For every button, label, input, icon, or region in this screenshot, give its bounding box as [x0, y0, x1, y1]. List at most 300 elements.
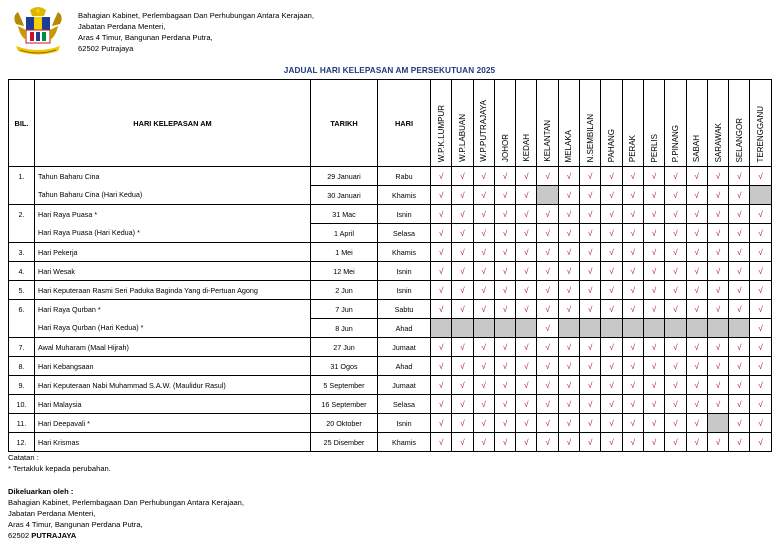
check-mark: √: [473, 205, 494, 224]
check-mark: √: [643, 433, 664, 452]
holiday-day: Ahad: [378, 357, 431, 376]
check-mark: √: [707, 395, 728, 414]
row-number: 8.: [9, 357, 35, 376]
column-header-state: [665, 80, 686, 167]
check-mark: √: [494, 224, 515, 243]
check-mark: √: [729, 414, 750, 433]
check-mark: √: [431, 300, 452, 319]
check-mark: √: [494, 300, 515, 319]
holiday-name: Tahun Baharu Cina: [35, 167, 311, 186]
state-name: P.PINANG: [670, 124, 680, 162]
column-header-state: [622, 80, 643, 167]
check-mark: √: [665, 338, 686, 357]
not-applicable-cell: [707, 414, 728, 433]
check-mark: √: [580, 376, 601, 395]
check-mark: √: [750, 414, 771, 433]
state-name: SARAWAK: [713, 122, 723, 162]
issued-by-line: Bahagian Kabinet, Perlembagaan Dan Perhubungan Antara Kerajaan,: [8, 498, 245, 507]
holiday-date: 7 Jun: [311, 300, 378, 319]
check-mark: √: [729, 224, 750, 243]
check-mark: √: [431, 224, 452, 243]
check-mark: √: [473, 357, 494, 376]
row-number: 11.: [9, 414, 35, 433]
check-mark: √: [665, 300, 686, 319]
row-number: 10.: [9, 395, 35, 414]
check-mark: √: [665, 262, 686, 281]
column-header-day: HARI: [378, 80, 431, 167]
not-applicable-cell: [558, 319, 579, 338]
check-mark: √: [431, 262, 452, 281]
not-applicable-cell: [750, 186, 771, 205]
row-number: [9, 186, 35, 205]
holiday-date: 30 Januari: [311, 186, 378, 205]
notes-section: [8, 452, 111, 474]
check-mark: √: [686, 376, 707, 395]
state-name: W.P.PUTRAJAYA: [479, 100, 489, 162]
check-mark: √: [643, 376, 664, 395]
table-row: [9, 167, 772, 186]
not-applicable-cell: [580, 319, 601, 338]
check-mark: √: [452, 186, 473, 205]
check-mark: √: [643, 262, 664, 281]
check-mark: √: [686, 300, 707, 319]
check-mark: √: [665, 395, 686, 414]
document-title: JADUAL HARI KELEPASAN AM PERSEKUTUAN 2025: [283, 66, 496, 75]
check-mark: √: [729, 376, 750, 395]
check-mark: √: [622, 433, 643, 452]
check-mark: √: [473, 338, 494, 357]
check-mark: √: [686, 167, 707, 186]
check-mark: √: [537, 167, 558, 186]
state-name: W.P.K.LUMPUR: [436, 104, 446, 162]
check-mark: √: [452, 262, 473, 281]
check-mark: √: [601, 167, 622, 186]
table-header-row: [9, 80, 772, 167]
check-mark: √: [686, 243, 707, 262]
state-name: N.SEMBILAN: [585, 113, 595, 162]
not-applicable-cell: [601, 319, 622, 338]
check-mark: √: [494, 243, 515, 262]
holiday-day: Khamis: [378, 433, 431, 452]
issued-by-line: Jabatan Perdana Menteri,: [8, 509, 96, 518]
check-mark: √: [750, 167, 771, 186]
issued-by-city-line: [8, 530, 244, 541]
check-mark: √: [580, 281, 601, 300]
check-mark: √: [707, 262, 728, 281]
check-mark: √: [452, 281, 473, 300]
check-mark: √: [707, 186, 728, 205]
table-row: [9, 319, 772, 338]
check-mark: √: [729, 205, 750, 224]
holiday-name: Hari Krismas: [35, 433, 311, 452]
check-mark: √: [537, 395, 558, 414]
check-mark: √: [665, 186, 686, 205]
check-mark: √: [473, 262, 494, 281]
check-mark: √: [431, 243, 452, 262]
not-applicable-cell: [686, 319, 707, 338]
holiday-name: Hari Keputeraan Nabi Muhammad S.A.W. (Maulidur Rasul): [35, 376, 311, 395]
check-mark: √: [750, 395, 771, 414]
holiday-day: Ahad: [378, 319, 431, 338]
row-number: 4.: [9, 262, 35, 281]
check-mark: √: [452, 224, 473, 243]
holiday-date: 31 Mac: [311, 205, 378, 224]
column-header-state: [707, 80, 728, 167]
check-mark: √: [580, 395, 601, 414]
check-mark: √: [707, 300, 728, 319]
column-header-state: [494, 80, 515, 167]
check-mark: √: [558, 433, 579, 452]
check-mark: √: [750, 224, 771, 243]
check-mark: √: [580, 338, 601, 357]
column-header-state: [643, 80, 664, 167]
check-mark: √: [580, 243, 601, 262]
check-mark: √: [473, 281, 494, 300]
check-mark: √: [473, 167, 494, 186]
holiday-date: 20 Oktober: [311, 414, 378, 433]
not-applicable-cell: [537, 186, 558, 205]
column-header-state: [537, 80, 558, 167]
check-mark: √: [516, 395, 537, 414]
check-mark: √: [729, 433, 750, 452]
notes-line: * Tertakluk kepada perubahan.: [8, 464, 111, 473]
check-mark: √: [452, 433, 473, 452]
check-mark: √: [516, 205, 537, 224]
check-mark: √: [473, 433, 494, 452]
column-header-bil: BIL.: [9, 80, 35, 167]
check-mark: √: [622, 262, 643, 281]
not-applicable-cell: [643, 319, 664, 338]
holiday-day: Sabtu: [378, 300, 431, 319]
check-mark: √: [537, 319, 558, 338]
check-mark: √: [537, 224, 558, 243]
check-mark: √: [750, 243, 771, 262]
check-mark: √: [537, 300, 558, 319]
check-mark: √: [431, 205, 452, 224]
column-header-state: [750, 80, 771, 167]
state-name: PAHANG: [607, 128, 617, 162]
holiday-name: Awal Muharam (Maal Hijrah): [35, 338, 311, 357]
check-mark: √: [494, 395, 515, 414]
table-row: [9, 357, 772, 376]
holiday-day: Rabu: [378, 167, 431, 186]
check-mark: √: [452, 300, 473, 319]
holiday-name: Hari Malaysia: [35, 395, 311, 414]
check-mark: √: [729, 262, 750, 281]
check-mark: √: [516, 281, 537, 300]
check-mark: √: [707, 224, 728, 243]
check-mark: √: [431, 167, 452, 186]
issued-by-city: PUTRAJAYA: [31, 531, 77, 540]
check-mark: √: [622, 243, 643, 262]
check-mark: √: [473, 376, 494, 395]
check-mark: √: [686, 281, 707, 300]
table-row: [9, 300, 772, 319]
check-mark: √: [558, 167, 579, 186]
holiday-day: Khamis: [378, 243, 431, 262]
check-mark: √: [622, 357, 643, 376]
column-header-holiday: HARI KELEPASAN AM: [35, 80, 311, 167]
check-mark: √: [622, 186, 643, 205]
check-mark: √: [686, 395, 707, 414]
issued-by-postcode: 62502: [8, 531, 30, 540]
check-mark: √: [537, 433, 558, 452]
table-row: [9, 243, 772, 262]
issued-by-heading: Dikeluarkan oleh :: [8, 487, 74, 496]
holiday-name: Hari Raya Qurban (Hari Kedua) *: [35, 319, 311, 338]
column-header-date: TARIKH: [311, 80, 378, 167]
check-mark: √: [686, 186, 707, 205]
table-row: [9, 224, 772, 243]
not-applicable-cell: [452, 319, 473, 338]
check-mark: √: [431, 395, 452, 414]
column-header-state: [580, 80, 601, 167]
holiday-date: 1 April: [311, 224, 378, 243]
check-mark: √: [494, 281, 515, 300]
check-mark: √: [537, 376, 558, 395]
check-mark: √: [601, 300, 622, 319]
check-mark: √: [665, 357, 686, 376]
state-name: JOHOR: [500, 134, 510, 162]
check-mark: √: [729, 395, 750, 414]
holiday-name: Hari Raya Puasa *: [35, 205, 311, 224]
check-mark: √: [601, 224, 622, 243]
check-mark: √: [665, 281, 686, 300]
check-mark: √: [601, 205, 622, 224]
check-mark: √: [750, 281, 771, 300]
check-mark: √: [473, 186, 494, 205]
address-line: 62502 Putrajaya: [78, 44, 134, 53]
check-mark: √: [473, 300, 494, 319]
table-row: [9, 433, 772, 452]
check-mark: √: [516, 300, 537, 319]
check-mark: √: [516, 186, 537, 205]
row-number: 5.: [9, 281, 35, 300]
check-mark: √: [580, 262, 601, 281]
holiday-date: 31 Ogos: [311, 357, 378, 376]
check-mark: √: [622, 205, 643, 224]
state-name: PERAK: [628, 134, 638, 162]
holiday-date: 5 September: [311, 376, 378, 395]
check-mark: √: [537, 338, 558, 357]
check-mark: √: [729, 167, 750, 186]
check-mark: √: [580, 414, 601, 433]
check-mark: √: [665, 414, 686, 433]
check-mark: √: [622, 300, 643, 319]
column-header-state: [452, 80, 473, 167]
check-mark: √: [729, 338, 750, 357]
check-mark: √: [665, 167, 686, 186]
check-mark: √: [643, 357, 664, 376]
check-mark: √: [516, 167, 537, 186]
holiday-date: 16 September: [311, 395, 378, 414]
row-number: 7.: [9, 338, 35, 357]
check-mark: √: [686, 262, 707, 281]
check-mark: √: [686, 414, 707, 433]
holiday-date: 25 Disember: [311, 433, 378, 452]
check-mark: √: [558, 281, 579, 300]
holiday-day: Selasa: [378, 224, 431, 243]
check-mark: √: [601, 281, 622, 300]
state-name: SABAH: [692, 134, 702, 162]
check-mark: √: [494, 433, 515, 452]
holiday-name: Hari Raya Qurban *: [35, 300, 311, 319]
check-mark: √: [516, 224, 537, 243]
check-mark: √: [558, 357, 579, 376]
issued-by-line: Aras 4 Timur, Bangunan Perdana Putra,: [8, 520, 143, 529]
check-mark: √: [686, 338, 707, 357]
check-mark: √: [729, 281, 750, 300]
not-applicable-cell: [473, 319, 494, 338]
holiday-day: Isnin: [378, 205, 431, 224]
check-mark: √: [516, 376, 537, 395]
address-line: Bahagian Kabinet, Perlembagaan Dan Perhubungan Antara Kerajaan,: [78, 11, 315, 20]
not-applicable-cell: [431, 319, 452, 338]
check-mark: √: [558, 376, 579, 395]
not-applicable-cell: [729, 319, 750, 338]
table-body: [9, 167, 772, 452]
check-mark: √: [622, 414, 643, 433]
check-mark: √: [707, 357, 728, 376]
check-mark: √: [601, 395, 622, 414]
sender-address: [78, 10, 314, 54]
check-mark: √: [431, 414, 452, 433]
check-mark: √: [580, 433, 601, 452]
check-mark: √: [516, 433, 537, 452]
check-mark: √: [601, 262, 622, 281]
issued-by-section: [8, 486, 244, 541]
check-mark: √: [601, 376, 622, 395]
holiday-name: Hari Pekerja: [35, 243, 311, 262]
check-mark: √: [707, 338, 728, 357]
check-mark: √: [750, 300, 771, 319]
coat-of-arms-logo: [8, 6, 68, 58]
check-mark: √: [601, 186, 622, 205]
check-mark: √: [729, 300, 750, 319]
check-mark: √: [686, 205, 707, 224]
check-mark: √: [473, 395, 494, 414]
check-mark: √: [494, 205, 515, 224]
column-header-state: [473, 80, 494, 167]
check-mark: √: [558, 243, 579, 262]
table-row: [9, 262, 772, 281]
holiday-date: 8 Jun: [311, 319, 378, 338]
holiday-date: 12 Mei: [311, 262, 378, 281]
check-mark: √: [452, 167, 473, 186]
check-mark: √: [431, 186, 452, 205]
row-number: 12.: [9, 433, 35, 452]
check-mark: √: [729, 357, 750, 376]
check-mark: √: [494, 186, 515, 205]
not-applicable-cell: [707, 319, 728, 338]
check-mark: √: [580, 224, 601, 243]
check-mark: √: [494, 338, 515, 357]
check-mark: √: [580, 300, 601, 319]
holiday-name: Hari Wesak: [35, 262, 311, 281]
row-number: 2.: [9, 205, 35, 224]
check-mark: √: [707, 243, 728, 262]
row-number: 3.: [9, 243, 35, 262]
check-mark: √: [750, 205, 771, 224]
holiday-day: Jumaat: [378, 338, 431, 357]
check-mark: √: [494, 167, 515, 186]
check-mark: √: [750, 357, 771, 376]
check-mark: √: [516, 338, 537, 357]
table-row: [9, 376, 772, 395]
check-mark: √: [686, 224, 707, 243]
check-mark: √: [580, 205, 601, 224]
check-mark: √: [622, 167, 643, 186]
check-mark: √: [601, 433, 622, 452]
holiday-date: 29 Januari: [311, 167, 378, 186]
check-mark: √: [494, 262, 515, 281]
check-mark: √: [452, 205, 473, 224]
check-mark: √: [707, 167, 728, 186]
check-mark: √: [643, 167, 664, 186]
check-mark: √: [643, 395, 664, 414]
check-mark: √: [643, 300, 664, 319]
column-header-state: [431, 80, 452, 167]
check-mark: √: [622, 395, 643, 414]
check-mark: √: [643, 281, 664, 300]
check-mark: √: [643, 205, 664, 224]
check-mark: √: [601, 357, 622, 376]
table-row: [9, 205, 772, 224]
check-mark: √: [729, 186, 750, 205]
check-mark: √: [707, 281, 728, 300]
check-mark: √: [665, 243, 686, 262]
check-mark: √: [558, 414, 579, 433]
check-mark: √: [473, 224, 494, 243]
check-mark: √: [665, 224, 686, 243]
holiday-day: Isnin: [378, 414, 431, 433]
address-line: Jabatan Perdana Menteri,: [78, 22, 166, 31]
table-row: [9, 186, 772, 205]
row-number: 6.: [9, 300, 35, 319]
check-mark: √: [452, 414, 473, 433]
row-number: [9, 224, 35, 243]
column-header-state: [601, 80, 622, 167]
holiday-name: Tahun Baharu Cina (Hari Kedua): [35, 186, 311, 205]
check-mark: √: [452, 395, 473, 414]
not-applicable-cell: [494, 319, 515, 338]
check-mark: √: [537, 357, 558, 376]
check-mark: √: [494, 414, 515, 433]
check-mark: √: [558, 205, 579, 224]
row-number: 1.: [9, 167, 35, 186]
not-applicable-cell: [665, 319, 686, 338]
column-header-state: [729, 80, 750, 167]
check-mark: √: [516, 357, 537, 376]
check-mark: √: [473, 243, 494, 262]
check-mark: √: [665, 205, 686, 224]
notes-heading: Catatan :: [8, 453, 39, 462]
check-mark: √: [516, 243, 537, 262]
check-mark: √: [580, 186, 601, 205]
holiday-date: 1 Mei: [311, 243, 378, 262]
letterhead: [8, 6, 608, 62]
check-mark: √: [431, 433, 452, 452]
check-mark: √: [558, 262, 579, 281]
check-mark: √: [580, 167, 601, 186]
check-mark: √: [580, 357, 601, 376]
check-mark: √: [707, 376, 728, 395]
check-mark: √: [601, 338, 622, 357]
state-name: KELANTAN: [543, 120, 553, 162]
row-number: [9, 319, 35, 338]
check-mark: √: [665, 376, 686, 395]
address-line: Aras 4 Timur, Bangunan Perdana Putra,: [78, 33, 213, 42]
